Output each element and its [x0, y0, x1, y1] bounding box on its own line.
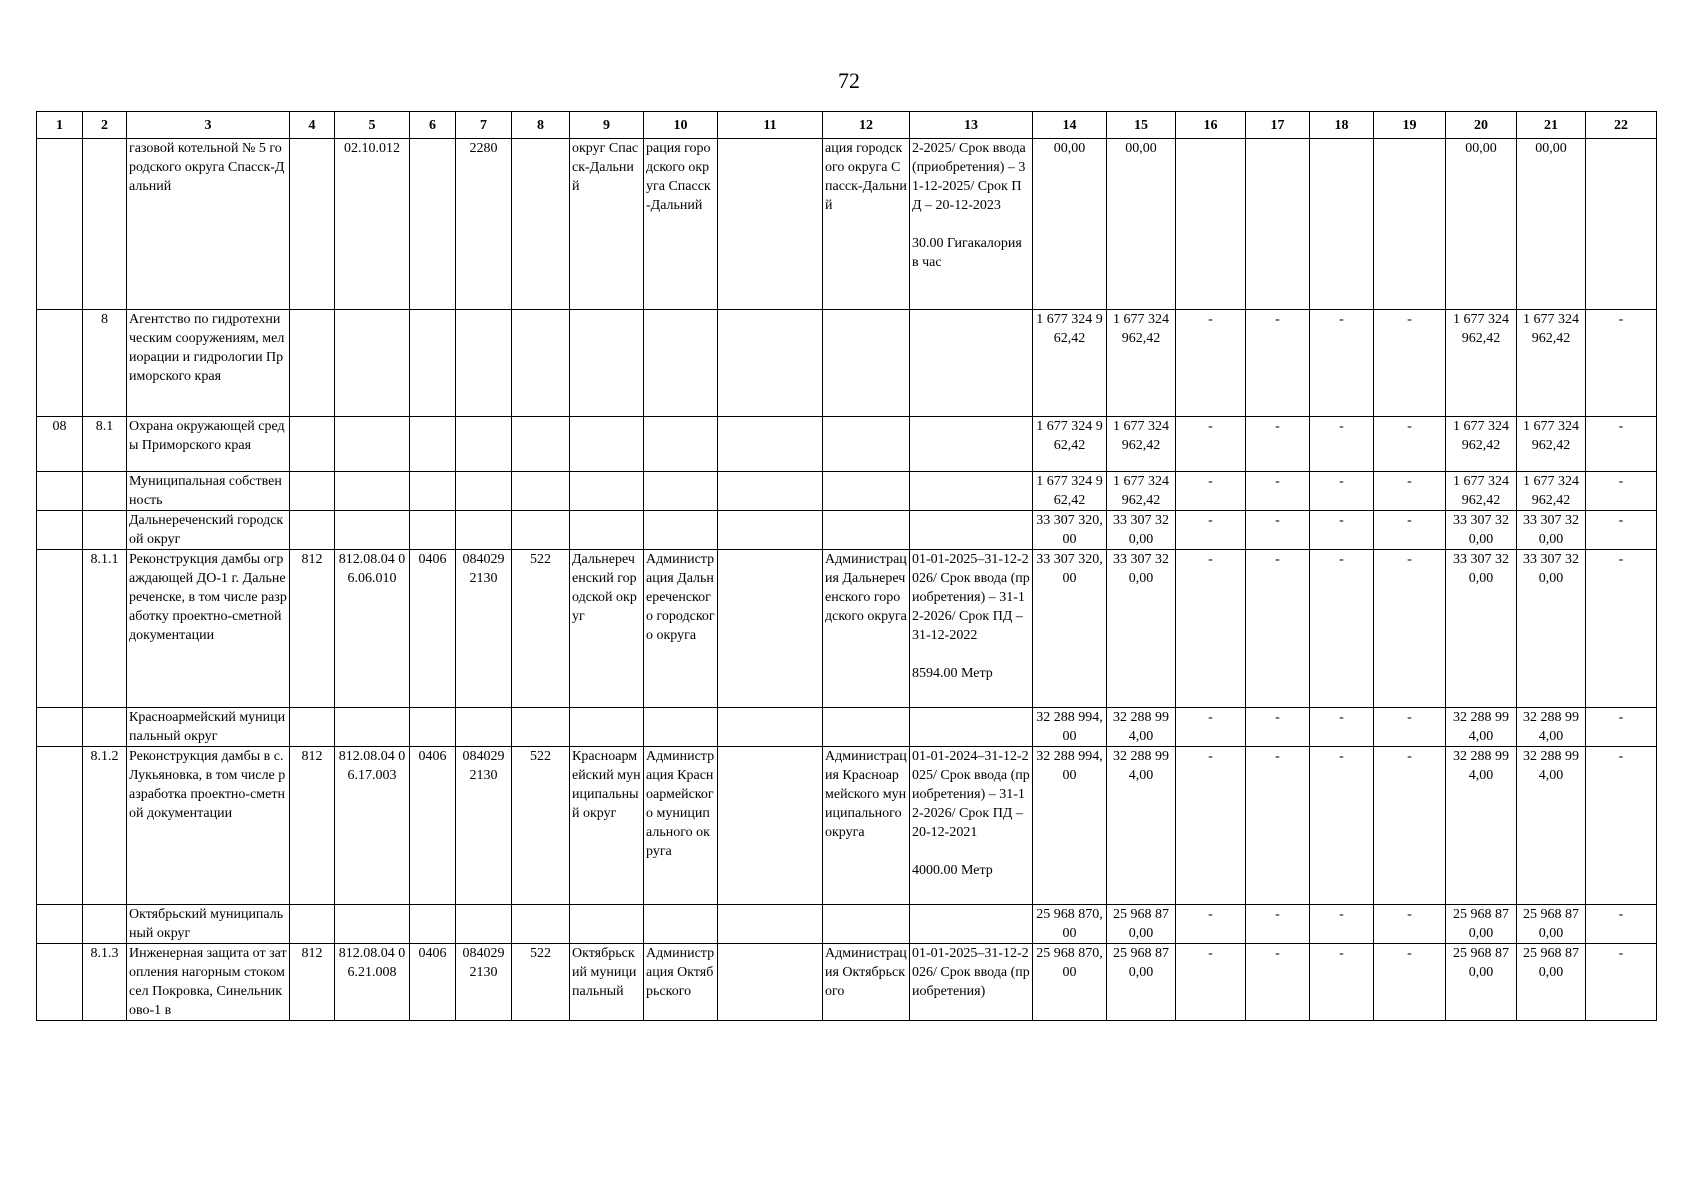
cell-col-1 — [37, 550, 83, 708]
cell-col-22: - — [1586, 944, 1657, 1021]
cell-col-7: 084029 2130 — [456, 944, 512, 1021]
table-row — [37, 472, 1657, 511]
cell-col-16: - — [1176, 511, 1246, 550]
cell-col-4: 812 — [290, 550, 335, 708]
cell-col-11 — [718, 310, 823, 417]
cell-col-8: 522 — [512, 944, 570, 1021]
cell-col-19: - — [1374, 472, 1446, 511]
cell-col-15: 33 307 320,00 — [1107, 511, 1176, 550]
table-row — [37, 310, 1657, 417]
cell-col-19: - — [1374, 550, 1446, 708]
cell-col-12: Администрация Красноармейского муниципального округа — [823, 747, 910, 905]
cell-col-1 — [37, 310, 83, 417]
cell-col-22: - — [1586, 708, 1657, 747]
table-row — [37, 905, 1657, 944]
cell-col-18: - — [1310, 472, 1374, 511]
cell-col-20: 25 968 870,00 — [1446, 944, 1517, 1021]
cell-col-8 — [512, 511, 570, 550]
cell-col-7: 084029 2130 — [456, 550, 512, 708]
cell-col-14: 32 288 994,00 — [1033, 708, 1107, 747]
cell-col-3: Красноармейский муниципальный округ — [127, 708, 290, 747]
cell-col-12 — [823, 708, 910, 747]
cell-col-21: 33 307 320,00 — [1517, 550, 1586, 708]
column-header-8: 8 — [512, 112, 570, 139]
cell-col-19: - — [1374, 708, 1446, 747]
cell-col-2 — [83, 472, 127, 511]
column-header-6: 6 — [410, 112, 456, 139]
cell-col-20: 00,00 — [1446, 139, 1517, 310]
cell-col-19: - — [1374, 905, 1446, 944]
cell-col-16: - — [1176, 550, 1246, 708]
cell-col-10: Администрация Октябрьского — [644, 944, 718, 1021]
column-header-19: 19 — [1374, 112, 1446, 139]
table-row — [37, 417, 1657, 472]
table-row — [37, 139, 1657, 310]
cell-col-16 — [1176, 139, 1246, 310]
cell-col-17: - — [1246, 511, 1310, 550]
cell-col-19: - — [1374, 417, 1446, 472]
cell-col-17: - — [1246, 310, 1310, 417]
cell-col-8: 522 — [512, 747, 570, 905]
cell-col-11 — [718, 944, 823, 1021]
cell-col-6 — [410, 472, 456, 511]
cell-col-2 — [83, 139, 127, 310]
cell-col-14: 1 677 324 962,42 — [1033, 417, 1107, 472]
cell-col-3: Агентство по гидротехническим сооружениям, мелиорации и гидрологии Приморского края — [127, 310, 290, 417]
cell-col-15: 32 288 994,00 — [1107, 747, 1176, 905]
cell-col-20: 1 677 324 962,42 — [1446, 310, 1517, 417]
cell-col-18: - — [1310, 511, 1374, 550]
column-header-7: 7 — [456, 112, 512, 139]
cell-col-3: Инженерная защита от затопления нагорным стоком сел Покровка, Синельниково-1 в — [127, 944, 290, 1021]
cell-col-4 — [290, 139, 335, 310]
cell-col-5: 02.10.012 — [335, 139, 410, 310]
cell-col-20: 1 677 324 962,42 — [1446, 417, 1517, 472]
cell-col-19: - — [1374, 511, 1446, 550]
cell-col-6 — [410, 708, 456, 747]
cell-col-16: - — [1176, 905, 1246, 944]
cell-col-9 — [570, 417, 644, 472]
cell-col-14: 1 677 324 962,42 — [1033, 472, 1107, 511]
cell-col-13 — [910, 708, 1033, 747]
cell-col-1 — [37, 472, 83, 511]
cell-col-4 — [290, 417, 335, 472]
cell-col-12 — [823, 472, 910, 511]
cell-col-8 — [512, 310, 570, 417]
cell-col-2: 8.1.1 — [83, 550, 127, 708]
cell-col-18: - — [1310, 417, 1374, 472]
cell-col-5 — [335, 472, 410, 511]
cell-col-17 — [1246, 139, 1310, 310]
cell-col-13: 01-01-2024–31-12-2025/ Срок ввода (приобретения) – 31-12-2026/ Срок ПД – 20-12-2021 4000.00 Метр — [910, 747, 1033, 905]
cell-col-3: Реконструкция дамбы в с. Лукьяновка, в том числе разработка проектно-сметной документации — [127, 747, 290, 905]
cell-col-9: Дальнереченский городской округ — [570, 550, 644, 708]
column-header-1: 1 — [37, 112, 83, 139]
cell-col-10 — [644, 417, 718, 472]
cell-col-17: - — [1246, 905, 1310, 944]
cell-col-7 — [456, 310, 512, 417]
cell-col-13 — [910, 417, 1033, 472]
cell-col-11 — [718, 472, 823, 511]
cell-col-22: - — [1586, 747, 1657, 905]
table-row — [37, 550, 1657, 708]
cell-col-15: 25 968 870,00 — [1107, 944, 1176, 1021]
cell-col-2 — [83, 511, 127, 550]
cell-col-12 — [823, 310, 910, 417]
column-header-5: 5 — [335, 112, 410, 139]
cell-col-2: 8.1.2 — [83, 747, 127, 905]
cell-col-8 — [512, 472, 570, 511]
cell-col-6 — [410, 417, 456, 472]
cell-col-10: Администрация Дальнереченского городского округа — [644, 550, 718, 708]
cell-col-21: 1 677 324 962,42 — [1517, 472, 1586, 511]
cell-col-1 — [37, 905, 83, 944]
cell-col-11 — [718, 550, 823, 708]
cell-col-22: - — [1586, 472, 1657, 511]
cell-col-2 — [83, 708, 127, 747]
column-header-3: 3 — [127, 112, 290, 139]
cell-col-22: - — [1586, 550, 1657, 708]
cell-col-4 — [290, 708, 335, 747]
cell-col-12: Администрация Октябрьского — [823, 944, 910, 1021]
cell-col-5: 812.08.04 06.21.008 — [335, 944, 410, 1021]
cell-col-22: - — [1586, 511, 1657, 550]
cell-col-7: 2280 — [456, 139, 512, 310]
cell-col-6 — [410, 511, 456, 550]
cell-col-21: 32 288 994,00 — [1517, 708, 1586, 747]
cell-col-5 — [335, 310, 410, 417]
cell-col-8 — [512, 417, 570, 472]
cell-col-14: 32 288 994,00 — [1033, 747, 1107, 905]
cell-col-19 — [1374, 139, 1446, 310]
cell-col-3: Дальнереченский городской округ — [127, 511, 290, 550]
cell-col-9 — [570, 310, 644, 417]
cell-col-12 — [823, 511, 910, 550]
cell-col-3: Муниципальная собственность — [127, 472, 290, 511]
cell-col-5 — [335, 708, 410, 747]
cell-col-11 — [718, 417, 823, 472]
cell-col-4 — [290, 472, 335, 511]
cell-col-6 — [410, 310, 456, 417]
cell-col-12 — [823, 417, 910, 472]
table-row — [37, 944, 1657, 1021]
column-header-17: 17 — [1246, 112, 1310, 139]
cell-col-18: - — [1310, 905, 1374, 944]
cell-col-10: Администрация Красноармейского муниципального округа — [644, 747, 718, 905]
column-header-15: 15 — [1107, 112, 1176, 139]
cell-col-17: - — [1246, 944, 1310, 1021]
table-row — [37, 708, 1657, 747]
cell-col-1 — [37, 944, 83, 1021]
cell-col-21: 1 677 324 962,42 — [1517, 417, 1586, 472]
cell-col-15: 00,00 — [1107, 139, 1176, 310]
cell-col-4: 812 — [290, 747, 335, 905]
table-row — [37, 747, 1657, 905]
cell-col-13: 01-01-2025–31-12-2026/ Срок ввода (приобретения) – 31-12-2026/ Срок ПД – 31-12-2022 8594.00 Метр — [910, 550, 1033, 708]
cell-col-7 — [456, 905, 512, 944]
cell-col-17: - — [1246, 708, 1310, 747]
cell-col-14: 25 968 870,00 — [1033, 905, 1107, 944]
cell-col-7 — [456, 511, 512, 550]
cell-col-13: 01-01-2025–31-12-2026/ Срок ввода (приобретения) — [910, 944, 1033, 1021]
cell-col-21: 25 968 870,00 — [1517, 905, 1586, 944]
cell-col-13 — [910, 310, 1033, 417]
column-header-20: 20 — [1446, 112, 1517, 139]
cell-col-6 — [410, 139, 456, 310]
cell-col-15: 25 968 870,00 — [1107, 905, 1176, 944]
header-row — [37, 112, 1657, 139]
table-row — [37, 511, 1657, 550]
cell-col-20: 32 288 994,00 — [1446, 747, 1517, 905]
cell-col-20: 32 288 994,00 — [1446, 708, 1517, 747]
cell-col-16: - — [1176, 417, 1246, 472]
cell-col-6 — [410, 905, 456, 944]
cell-col-8 — [512, 708, 570, 747]
cell-col-11 — [718, 708, 823, 747]
cell-col-16: - — [1176, 472, 1246, 511]
cell-col-9 — [570, 511, 644, 550]
cell-col-10: рация городского округа Спасск-Дальний — [644, 139, 718, 310]
cell-col-9 — [570, 905, 644, 944]
cell-col-15: 1 677 324 962,42 — [1107, 472, 1176, 511]
cell-col-13 — [910, 905, 1033, 944]
cell-col-16: - — [1176, 708, 1246, 747]
cell-col-12: Администрация Дальнереченского городского округа — [823, 550, 910, 708]
cell-col-7 — [456, 417, 512, 472]
cell-col-10 — [644, 472, 718, 511]
cell-col-10 — [644, 708, 718, 747]
cell-col-17: - — [1246, 417, 1310, 472]
cell-col-6: 0406 — [410, 747, 456, 905]
column-header-21: 21 — [1517, 112, 1586, 139]
column-header-4: 4 — [290, 112, 335, 139]
cell-col-20: 1 677 324 962,42 — [1446, 472, 1517, 511]
cell-col-16: - — [1176, 944, 1246, 1021]
cell-col-14: 00,00 — [1033, 139, 1107, 310]
cell-col-4 — [290, 905, 335, 944]
cell-col-20: 25 968 870,00 — [1446, 905, 1517, 944]
cell-col-4: 812 — [290, 944, 335, 1021]
cell-col-11 — [718, 511, 823, 550]
cell-col-2: 8.1.3 — [83, 944, 127, 1021]
cell-col-7 — [456, 472, 512, 511]
cell-col-11 — [718, 747, 823, 905]
cell-col-1 — [37, 747, 83, 905]
cell-col-20: 33 307 320,00 — [1446, 550, 1517, 708]
column-header-18: 18 — [1310, 112, 1374, 139]
cell-col-18: - — [1310, 944, 1374, 1021]
cell-col-18: - — [1310, 708, 1374, 747]
cell-col-14: 33 307 320,00 — [1033, 550, 1107, 708]
cell-col-14: 1 677 324 962,42 — [1033, 310, 1107, 417]
cell-col-4 — [290, 310, 335, 417]
cell-col-14: 33 307 320,00 — [1033, 511, 1107, 550]
cell-col-22: - — [1586, 905, 1657, 944]
cell-col-13: 2-2025/ Срок ввода (приобретения) – 31-12-2025/ Срок ПД – 20-12-2023 30.00 Гигакалория в час — [910, 139, 1033, 310]
cell-col-12 — [823, 905, 910, 944]
cell-col-3: Охрана окружающей среды Приморского края — [127, 417, 290, 472]
cell-col-17: - — [1246, 550, 1310, 708]
cell-col-17: - — [1246, 747, 1310, 905]
cell-col-5 — [335, 417, 410, 472]
cell-col-9 — [570, 472, 644, 511]
cell-col-19: - — [1374, 944, 1446, 1021]
cell-col-19: - — [1374, 747, 1446, 905]
cell-col-4 — [290, 511, 335, 550]
cell-col-1 — [37, 139, 83, 310]
cell-col-8: 522 — [512, 550, 570, 708]
cell-col-13 — [910, 472, 1033, 511]
cell-col-15: 32 288 994,00 — [1107, 708, 1176, 747]
cell-col-18: - — [1310, 747, 1374, 905]
cell-col-9: округ Спасск-Дальний — [570, 139, 644, 310]
column-header-12: 12 — [823, 112, 910, 139]
cell-col-7: 084029 2130 — [456, 747, 512, 905]
cell-col-21: 1 677 324 962,42 — [1517, 310, 1586, 417]
cell-col-3: Реконструкция дамбы ограждающей ДО-1 г. Дальнереченске, в том числе разработку проектно-сметной документации — [127, 550, 290, 708]
cell-col-9: Красноармейский муниципальный округ — [570, 747, 644, 905]
page-number: 72 — [838, 68, 860, 93]
cell-col-8 — [512, 905, 570, 944]
cell-col-10 — [644, 905, 718, 944]
cell-col-13 — [910, 511, 1033, 550]
column-header-10: 10 — [644, 112, 718, 139]
cell-col-15: 1 677 324 962,42 — [1107, 310, 1176, 417]
cell-col-18: - — [1310, 550, 1374, 708]
cell-col-15: 1 677 324 962,42 — [1107, 417, 1176, 472]
cell-col-1: 08 — [37, 417, 83, 472]
cell-col-21: 00,00 — [1517, 139, 1586, 310]
cell-col-8 — [512, 139, 570, 310]
cell-col-18 — [1310, 139, 1374, 310]
cell-col-18: - — [1310, 310, 1374, 417]
column-header-16: 16 — [1176, 112, 1246, 139]
cell-col-12: ация городского округа Спасск-Дальний — [823, 139, 910, 310]
cell-col-5: 812.08.04 06.17.003 — [335, 747, 410, 905]
cell-col-7 — [456, 708, 512, 747]
cell-col-11 — [718, 905, 823, 944]
cell-col-2: 8.1 — [83, 417, 127, 472]
cell-col-22: - — [1586, 417, 1657, 472]
column-header-14: 14 — [1033, 112, 1107, 139]
cell-col-16: - — [1176, 310, 1246, 417]
column-header-11: 11 — [718, 112, 823, 139]
cell-col-14: 25 968 870,00 — [1033, 944, 1107, 1021]
budget-table — [36, 111, 1657, 1021]
cell-col-10 — [644, 511, 718, 550]
column-header-9: 9 — [570, 112, 644, 139]
cell-col-10 — [644, 310, 718, 417]
cell-col-5: 812.08.04 06.06.010 — [335, 550, 410, 708]
cell-col-3: Октябрьский муниципальный округ — [127, 905, 290, 944]
column-header-13: 13 — [910, 112, 1033, 139]
cell-col-5 — [335, 511, 410, 550]
cell-col-9: Октябрьский муниципальный — [570, 944, 644, 1021]
cell-col-3: газовой котельной № 5 городского округа Спасск-Дальний — [127, 139, 290, 310]
cell-col-9 — [570, 708, 644, 747]
column-header-22: 22 — [1586, 112, 1657, 139]
cell-col-17: - — [1246, 472, 1310, 511]
cell-col-11 — [718, 139, 823, 310]
cell-col-1 — [37, 708, 83, 747]
cell-col-2 — [83, 905, 127, 944]
cell-col-6: 0406 — [410, 550, 456, 708]
cell-col-22: - — [1586, 310, 1657, 417]
cell-col-16: - — [1176, 747, 1246, 905]
cell-col-20: 33 307 320,00 — [1446, 511, 1517, 550]
cell-col-21: 25 968 870,00 — [1517, 944, 1586, 1021]
column-header-2: 2 — [83, 112, 127, 139]
cell-col-15: 33 307 320,00 — [1107, 550, 1176, 708]
cell-col-6: 0406 — [410, 944, 456, 1021]
cell-col-21: 32 288 994,00 — [1517, 747, 1586, 905]
cell-col-1 — [37, 511, 83, 550]
cell-col-5 — [335, 905, 410, 944]
cell-col-21: 33 307 320,00 — [1517, 511, 1586, 550]
cell-col-19: - — [1374, 310, 1446, 417]
cell-col-2: 8 — [83, 310, 127, 417]
cell-col-22 — [1586, 139, 1657, 310]
